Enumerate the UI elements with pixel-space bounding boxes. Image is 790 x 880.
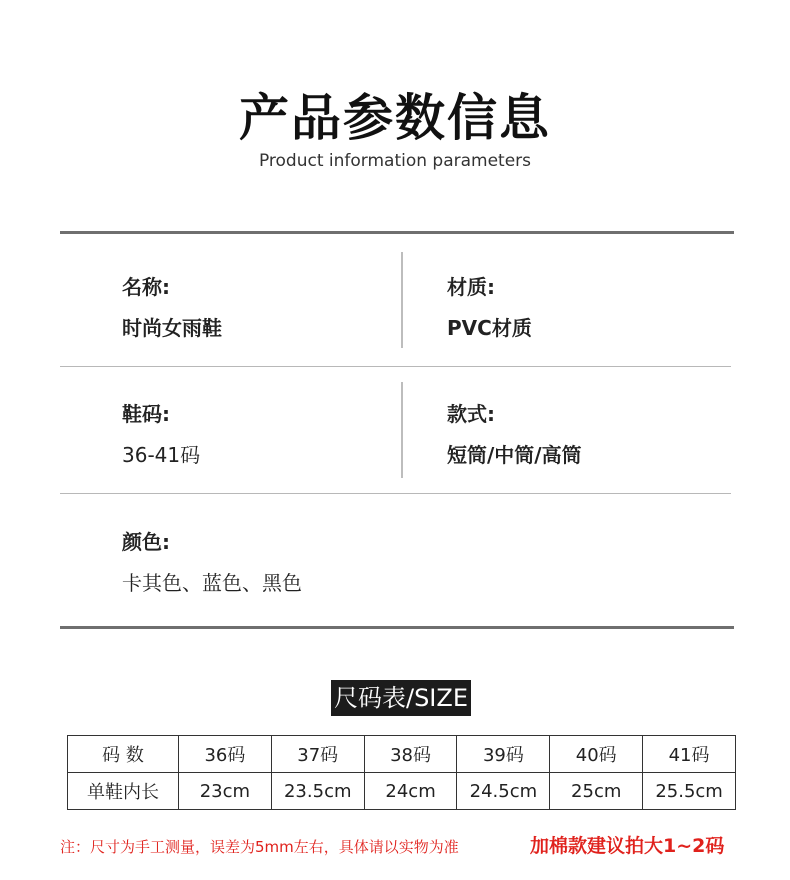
bottom-divider [60,626,734,629]
color-value: 卡其色、蓝色、黑色 [122,571,302,595]
top-divider [60,231,734,234]
column-divider [401,382,403,478]
table-cell: 24cm [364,773,457,810]
style-label: 款式: [447,402,495,426]
table-cell: 36码 [179,736,272,773]
table-cell: 37码 [271,736,364,773]
size-value: 36-41码 [122,443,201,467]
size-label: 鞋码: [122,402,170,426]
table-cell: 单鞋内长 [68,773,179,810]
name-value: 时尚女雨鞋 [122,316,222,340]
measurement-note: 注：尺寸为手工测量，误差为5mm左右，具体请以实物为准 [60,838,459,856]
table-row [68,736,736,773]
name-label: 名称: [122,275,170,299]
row-divider [60,493,731,494]
style-value: 短筒/中筒/高筒 [447,443,582,467]
sizing-advice: 加棉款建议拍大1~2码 [530,835,725,857]
table-cell: 23cm [179,773,272,810]
row-divider [60,366,731,367]
size-chart-title: 尺码表/SIZE [331,680,471,716]
table-cell: 25.5cm [643,773,736,810]
page-subtitle: Product information parameters [258,151,532,171]
table-cell: 38码 [364,736,457,773]
table-row [68,773,736,810]
table-cell: 40码 [550,736,643,773]
table-cell: 41码 [643,736,736,773]
table-cell: 23.5cm [271,773,364,810]
page-title: 产品参数信息 [239,89,551,147]
table-cell: 码 数 [68,736,179,773]
material-value: PVC材质 [447,316,532,340]
material-label: 材质: [447,275,495,299]
size-table [67,735,736,810]
column-divider [401,252,403,348]
table-cell: 39码 [457,736,550,773]
table-cell: 24.5cm [457,773,550,810]
table-cell: 25cm [550,773,643,810]
color-label: 颜色: [122,530,170,554]
